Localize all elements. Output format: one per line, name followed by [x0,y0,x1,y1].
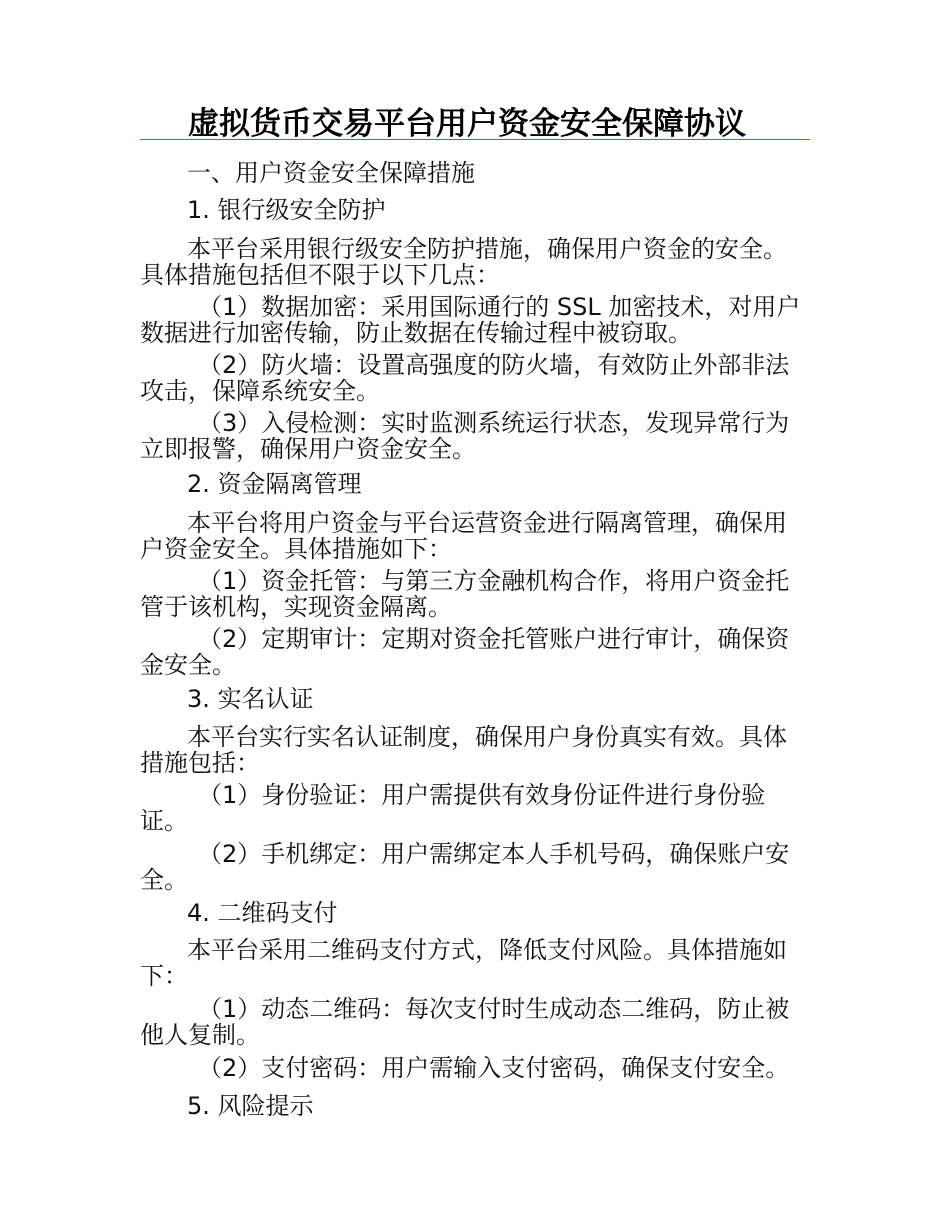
list-item-line: 立即报警，确保用户资金安全。 [140,435,476,463]
document-title: 虚拟货币交易平台用户资金安全保障协议 [188,106,746,142]
list-item-line: （1）动态二维码：每次支付时生成动态二维码，防止被 [198,995,790,1023]
paragraph-line: 措施包括： [140,749,260,777]
list-item-line: 证。 [140,807,188,835]
paragraph-line: 本平台将用户资金与平台运营资金进行隔离管理，确保用 [187,509,787,537]
list-item [140,568,810,620]
paragraph [140,724,810,776]
list-item [140,841,810,893]
section-heading: 一、用户资金安全保障措施 [187,159,475,187]
list-item [140,294,810,346]
list-item-line: （3）入侵检测：实时监测系统运行状态，发现异常行为 [198,409,790,437]
list-item-line: （2）支付密码：用户需输入支付密码，确保支付安全。 [198,1054,790,1082]
list-item-line: 攻击，保障系统安全。 [140,377,380,405]
list-item-line: 金安全。 [140,651,236,679]
paragraph [140,510,810,562]
list-item-line: （1）数据加密：采用国际通行的 SSL 加密技术，对用户 [198,293,801,321]
paragraph-line: 户资金安全。具体措施如下： [140,535,452,563]
list-item-line: 全。 [140,866,188,894]
paragraph [140,937,810,989]
list-item-line: （2）定期审计：定期对资金托管账户进行审计，确保资 [198,625,790,653]
subsection-heading: 4. 二维码支付 [187,899,338,927]
list-item-line: （2）手机绑定：用户需绑定本人手机号码，确保账户安 [198,840,790,868]
list-item-line: （1）身份验证：用户需提供有效身份证件进行身份验 [198,781,766,809]
paragraph-line: 本平台采用银行级安全防护措施，确保用户资金的安全。 [187,235,787,263]
list-item [140,782,810,834]
list-item [140,996,810,1048]
subsection-heading: 1. 银行级安全防护 [187,196,386,224]
paragraph-line: 具体措施包括但不限于以下几点： [140,261,500,289]
paragraph [140,236,810,288]
list-item-line: 管于该机构，实现资金隔离。 [140,593,452,621]
paragraph-line: 下： [140,962,188,990]
list-item [140,352,810,404]
list-item [140,410,810,462]
list-item [140,626,810,678]
paragraph-line: 本平台采用二维码支付方式，降低支付风险。具体措施如 [187,936,787,964]
subsection-heading: 5. 风险提示 [187,1092,314,1120]
paragraph-line: 本平台实行实名认证制度，确保用户身份真实有效。具体 [187,723,787,751]
title-underline [140,139,810,140]
list-item [140,1055,810,1081]
subsection-heading: 2. 资金隔离管理 [187,470,362,498]
subsection-heading: 3. 实名认证 [187,685,314,713]
list-item-line: （2）防火墙：设置高强度的防火墙，有效防止外部非法 [198,351,790,379]
list-item-line: 数据进行加密传输，防止数据在传输过程中被窃取。 [140,319,692,347]
list-item-line: （1）资金托管：与第三方金融机构合作，将用户资金托 [198,567,790,595]
list-item-line: 他人复制。 [140,1021,260,1049]
